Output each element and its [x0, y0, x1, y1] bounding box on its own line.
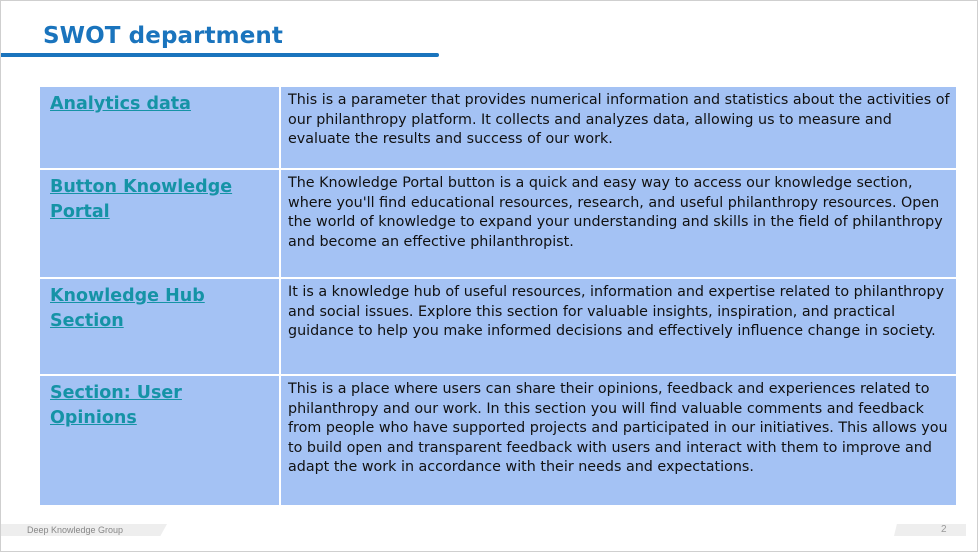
- page-number: 2: [941, 524, 947, 535]
- page-number-bar: [894, 524, 966, 536]
- definitions-table: [38, 85, 958, 507]
- description-cell: [280, 375, 957, 506]
- table-row: [39, 86, 957, 169]
- table-row: [39, 278, 957, 375]
- table-row: [39, 169, 957, 278]
- table-row: [39, 375, 957, 506]
- term-cell: [39, 169, 280, 278]
- description-cell: [280, 278, 957, 375]
- term-link-section-user-opinions[interactable]: Section: User Opinions: [50, 383, 182, 428]
- footer-company: Deep Knowledge Group: [27, 525, 124, 535]
- description-text: The Knowledge Portal button is a quick and easy way to access our knowledge section, where you'll find educational resources, research, and useful philanthropy resources. Open the world of knowledge to expand your understanding and skills in the field of philanthropy and become an effective philanthropist.: [288, 175, 943, 250]
- term-cell: [39, 278, 280, 375]
- page-title: SWOT department: [43, 23, 284, 49]
- term-link-button-knowledge-portal[interactable]: Button Knowledge Portal: [50, 177, 233, 222]
- description-text: It is a knowledge hub of useful resources, information and expertise related to philanthropy and social issues. Explore this section for valuable insights, inspiration, and practical guidance to help you make informed decisions and effectively influence change in society.: [288, 284, 945, 339]
- description-cell: [280, 86, 957, 169]
- term-cell: [39, 86, 280, 169]
- description-text: This is a place where users can share their opinions, feedback and experiences related to philanthropy and our work. In this section you will find valuable comments and feedback from people who have supported projects and participated in our initiatives. This allows you to build open and transparent feedback with users and interact with them to improve and adapt the work in accordance with their needs and expectations.: [288, 381, 948, 475]
- description-text: This is a parameter that provides numerical information and statistics about the activities of our philanthropy platform. It collects and analyzes data, allowing us to measure and evaluate the results and success of our work.: [288, 92, 950, 147]
- term-cell: [39, 375, 280, 506]
- term-link-knowledge-hub-section[interactable]: Knowledge Hub Section: [50, 286, 205, 331]
- description-cell: [280, 169, 957, 278]
- title-underline: [1, 53, 439, 57]
- term-link-analytics-data[interactable]: Analytics data: [50, 94, 191, 114]
